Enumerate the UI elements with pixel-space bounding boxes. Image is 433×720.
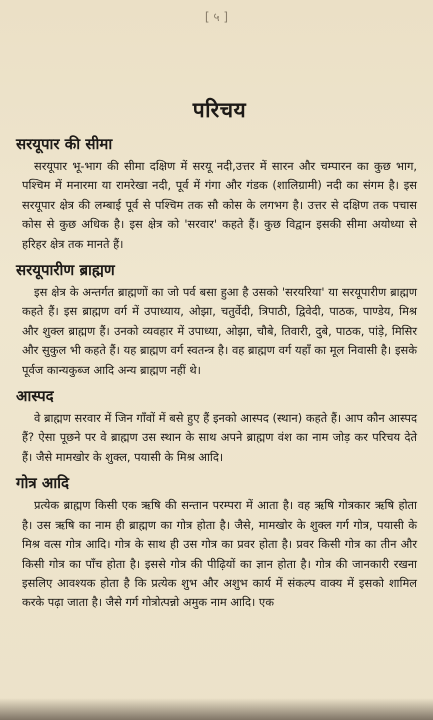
section-paragraph: सरयूपार भू-भाग की सीमा दक्षिण में सरयू नदी,उत्तर में सारन और चम्पारन का कुछ भाग, पश्चिम में मनारमा या रामरेखा नदी, पूर्व में गंगा और गंडक (शालिग्रामी) नदी का संगम है। इस सरयूपार क्षेत्र की लम्बाई पूर्व से पश्चिम तक सौ कोस के लगभग है। उत्तर से दक्षिण तक पचास कोस से कुछ अधिक है। इस क्षेत्र को 'सरवार' कहते हैं। कुछ विद्वान इसकी सीमा अयोध्या से हरिहर क्षेत्र तक मानते हैं। — [22, 159, 417, 251]
section-gotra — [16, 473, 417, 612]
section-heading: आस्पद — [16, 387, 54, 406]
page-edge-shadow — [0, 698, 433, 720]
section-saryupar-boundary — [16, 134, 417, 254]
page-number: [ ५ ] — [204, 10, 229, 24]
section-aaspad — [16, 386, 417, 467]
section-heading: सरयूपारीण ब्राह्मण — [16, 261, 115, 280]
section-saryuparin-brahmin — [16, 260, 417, 380]
section-paragraph: प्रत्येक ब्राह्मण किसी एक ऋषि की सन्तान परम्परा में आता है। वह ऋषि गोत्रकार ऋषि होता है। उस ऋषि का नाम ही ब्राह्मण का गोत्र होता है। जैसे, मामखोर के शुक्ल गर्ग गोत्र, पयासी के मिश्र वत्स गोत्र आदि। गोत्र के साथ ही उस गोत्र का प्रवर होता है। प्रवर किसी गोत्र का तीन और किसी गोत्र का पाँच होता है। इससे गोत्र की पीढ़ियों का ज्ञान होता है। गोत्र की जानकारी रखना इसलिए आवश्यक होता है कि प्रत्येक शुभ और अशुभ कार्य में संकल्प वाक्य में इसको शामिल करके पढ़ा जाता है। जैसे गर्ग गोत्रोत्पन्नो अमुक नाम आदि। एक — [22, 498, 417, 610]
section-heading: गोत्र आदि — [16, 474, 70, 493]
page-title: परिचय — [192, 98, 247, 122]
section-heading: सरयूपार की सीमा — [16, 135, 113, 153]
section-paragraph: वे ब्राह्मण सरवार में जिन गाँवों में बसे हुए हैं इनको आस्पद (स्थान) कहते हैं। आप कौन आस्पद हैं? ऐसा पूछने पर वे ब्राह्मण उस स्थान के साथ अपने ब्राह्मण वंश का नाम जोड़ कर परिचय देते हैं। जैसे मामखोर के शुक्ल, पयासी के मिश्र आदि। — [22, 411, 417, 464]
section-paragraph: इस क्षेत्र के अन्तर्गत ब्राह्मणों का जो पर्व बसा हुआ है उसको 'सरयरिया' या सरयूपारीण ब्राह्मण कहते हैं। इस ब्राह्मण वर्ग में उपाध्याय, ओझा, चतुर्वेदी, त्रिपाठी, द्विवेदी, पाठक, पाण्डेय, मिश्र और शुक्ल ब्राह्मण हैं। उनको व्यवहार में उपाध्या, ओझा, चौबे, तिवारी, दुबे, पाठक, पांड़े, मिसिर और सुकुल भी कहते हैं। यह ब्राह्मण वर्ग स्वतन्त्र है। वह ब्राह्मण वर्ग यहाँ का मूल निवासी है। इसके पूर्वज कान्यकुब्ज आदि अन्य ब्राह्मण नहीं थे। — [22, 285, 417, 377]
